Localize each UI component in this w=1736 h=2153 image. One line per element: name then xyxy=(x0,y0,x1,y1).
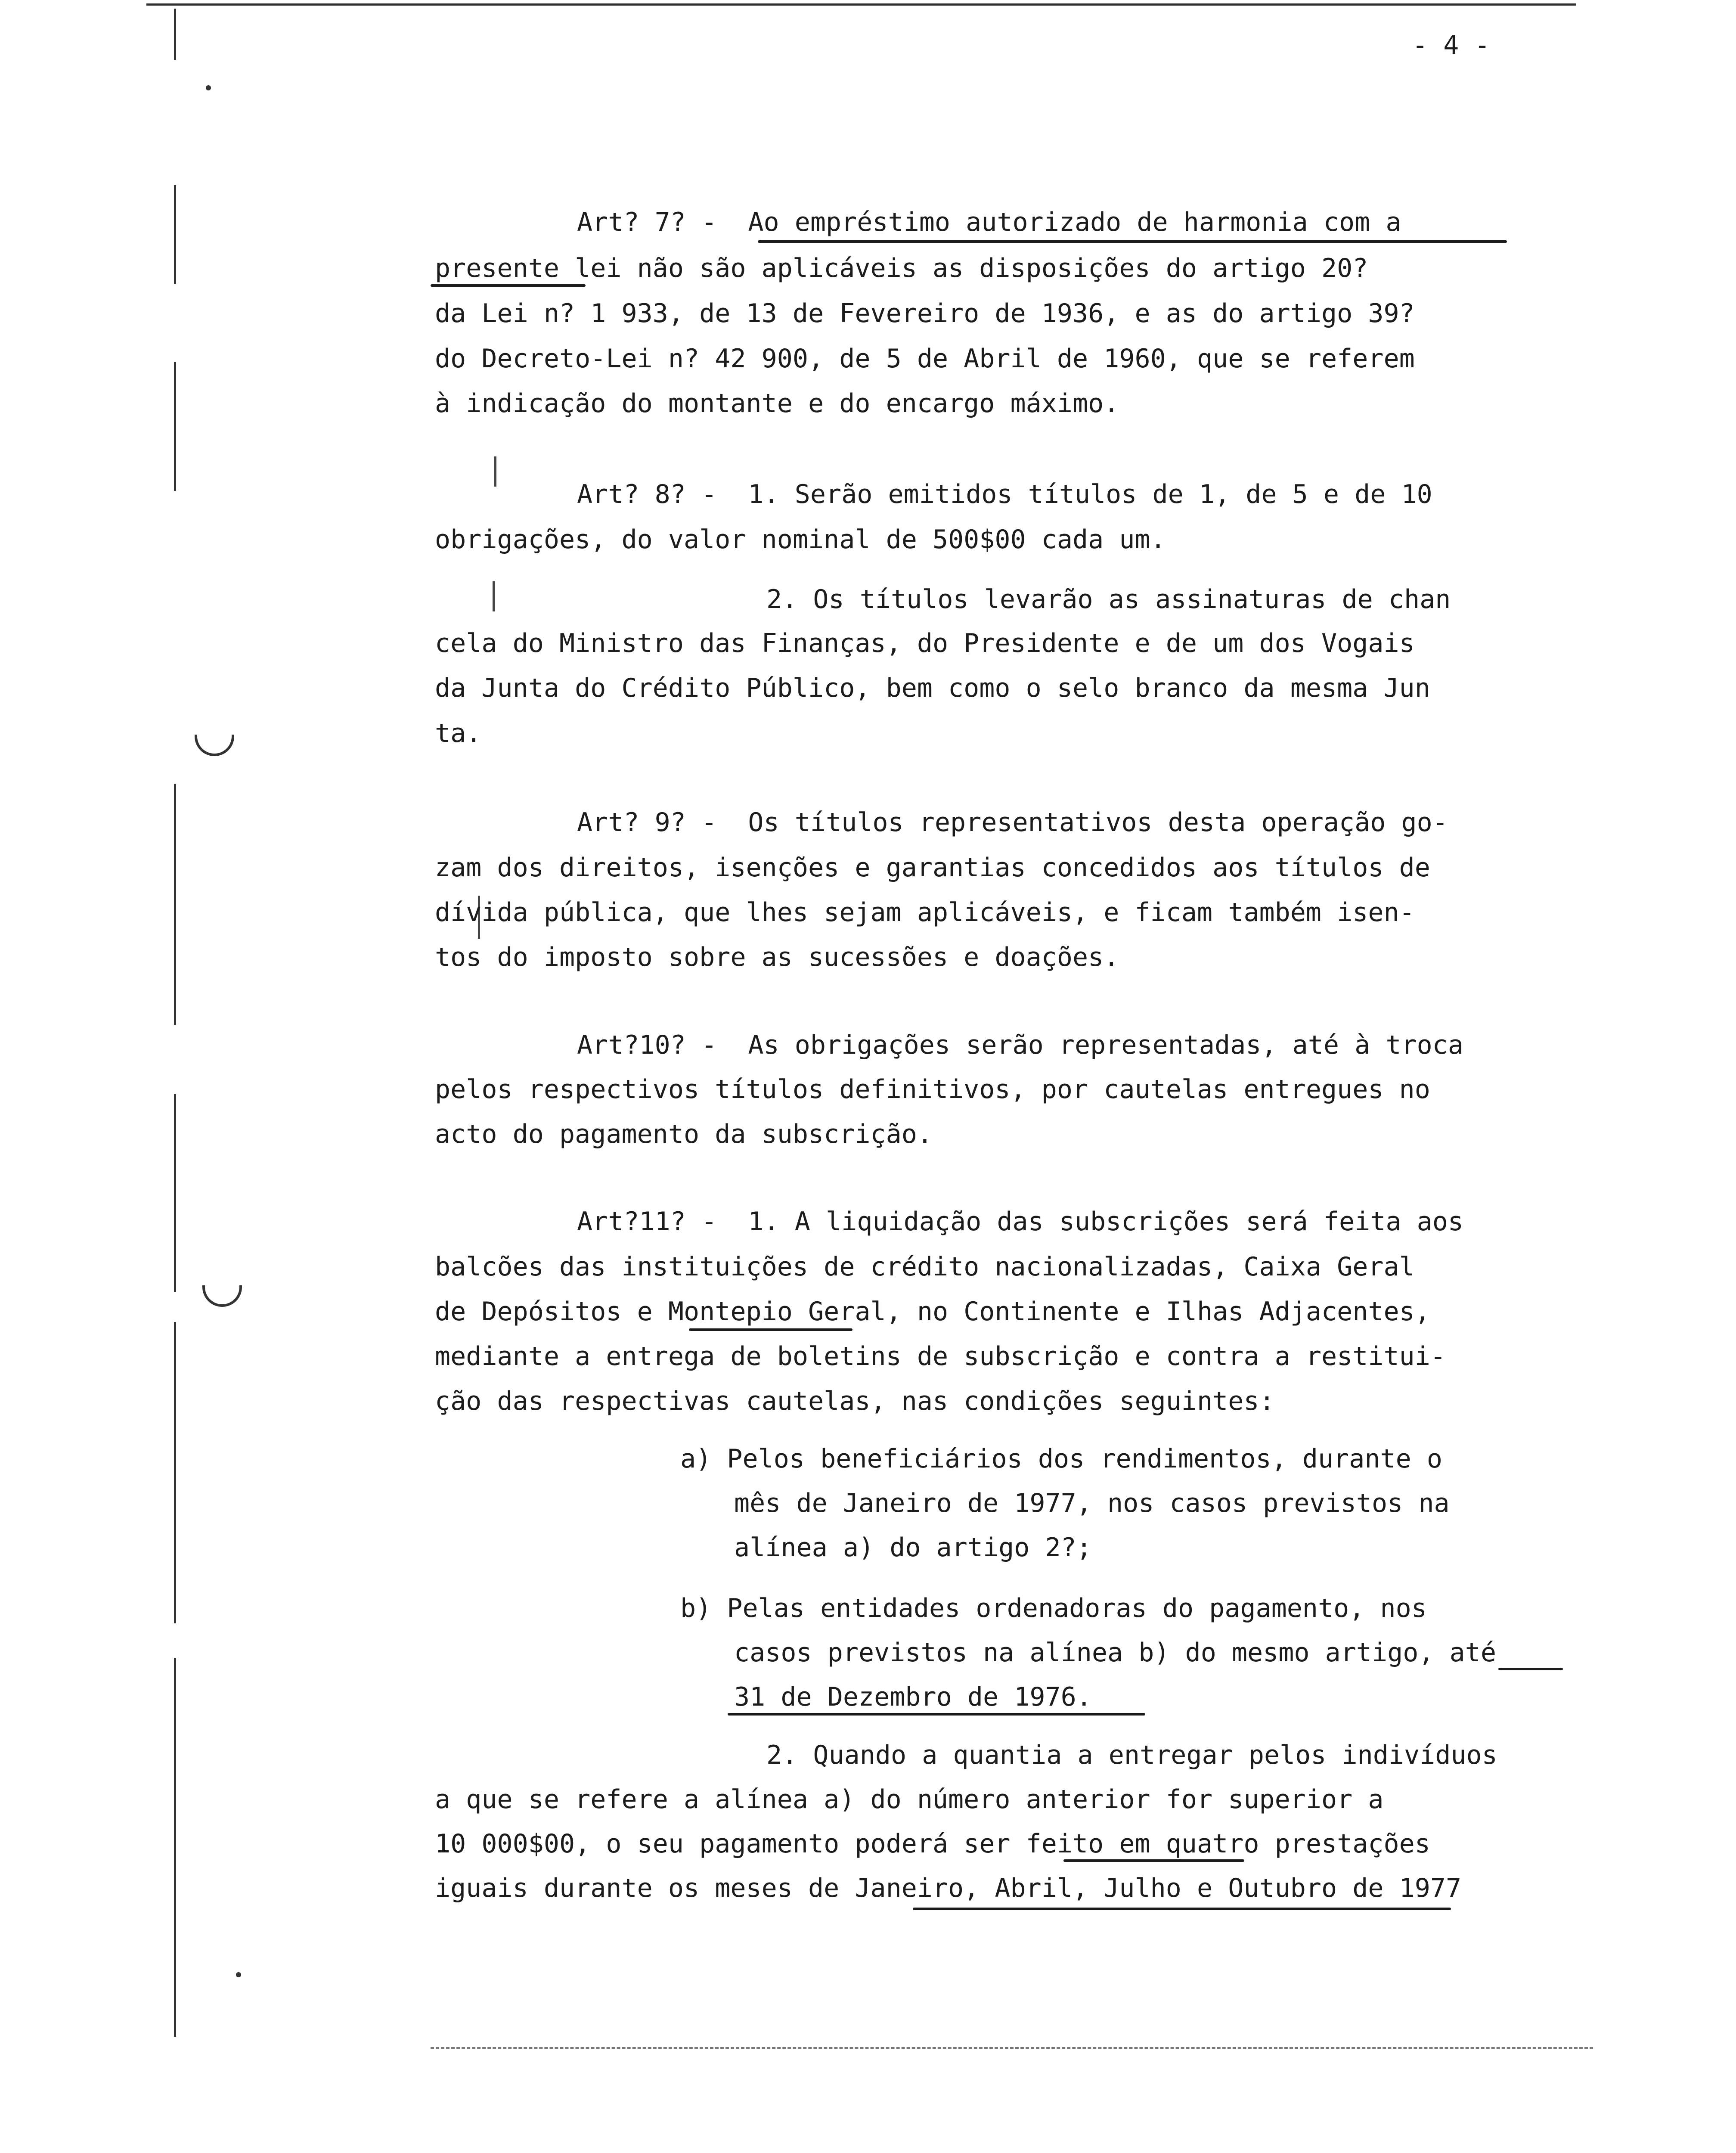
page-number: - 4 - xyxy=(1412,30,1490,60)
handwritten-underline xyxy=(758,240,1507,243)
list-item: a) Pelos beneficiários dos rendimentos, durante o xyxy=(680,1444,1443,1474)
text-line: 2. Os títulos levarão as assinaturas de chan xyxy=(766,584,1451,614)
handwritten-underline xyxy=(1498,1668,1563,1670)
text-line: a que se refere a alínea a) do número anterior for superior a xyxy=(435,1784,1384,1815)
text-line: presente lei não são aplicáveis as disposições do artigo 20? xyxy=(435,253,1368,283)
text-line: pelos respectivos títulos definitivos, por cautelas entregues no xyxy=(435,1074,1430,1104)
margin-mark xyxy=(174,185,176,284)
speck xyxy=(206,85,211,90)
text-line: Art? 7? - Ao empréstimo autorizado de harmonia com a xyxy=(577,207,1401,237)
margin-mark xyxy=(174,9,176,60)
text-line: ta. xyxy=(435,718,482,748)
margin-mark xyxy=(174,1322,176,1623)
text-line: 2. Quando a quantia a entregar pelos indivíduos xyxy=(766,1740,1497,1770)
text-line: iguais durante os meses de Janeiro, Abril, Julho e Outubro de 1977 xyxy=(435,1873,1462,1903)
text-line: alínea a) do artigo 2?; xyxy=(734,1533,1092,1563)
text-line: tos do imposto sobre as sucessões e doações. xyxy=(435,942,1119,972)
text-line: mês de Janeiro de 1977, nos casos previstos na xyxy=(734,1488,1450,1518)
text-line: cela do Ministro das Finanças, do Presidente e de um dos Vogais xyxy=(435,628,1415,658)
text-line: Art? 8? - 1. Serão emitidos títulos de 1, de 5 e de 10 xyxy=(577,479,1432,509)
text-line: do Decreto-Lei n? 42 900, de 5 de Abril de 1960, que se referem xyxy=(435,344,1415,374)
handwritten-underline xyxy=(1063,1859,1244,1862)
top-border xyxy=(146,3,1576,6)
margin-mark xyxy=(174,1658,176,2037)
margin-mark xyxy=(174,784,176,1025)
text-line: da Junta do Crédito Público, bem como o selo branco da mesma Jun xyxy=(435,673,1430,703)
text-line: de Depósitos e Montepio Geral, no Continente e Ilhas Adjacentes, xyxy=(435,1297,1430,1327)
text-line: Art?11? - 1. A liquidação das subscrições será feita aos xyxy=(577,1207,1464,1237)
handwritten-underline xyxy=(913,1908,1451,1910)
text-line: da Lei n? 1 933, de 13 de Fevereiro de 1936, e as do artigo 39? xyxy=(435,298,1415,329)
list-item: b) Pelas entidades ordenadoras do pagamento, nos xyxy=(680,1593,1427,1623)
text-line: acto do pagamento da subscrição. xyxy=(435,1119,933,1149)
text-line: balcões das instituições de crédito nacionalizadas, Caixa Geral xyxy=(435,1252,1415,1282)
margin-mark xyxy=(174,362,176,491)
speck xyxy=(236,1972,241,1977)
punch-hole-mark xyxy=(202,1285,242,1307)
text-line: ção das respectivas cautelas, nas condições seguintes: xyxy=(435,1386,1275,1416)
bottom-dashed-border xyxy=(431,2047,1593,2049)
handwritten-underline xyxy=(431,284,586,287)
text-line: mediante a entrega de boletins de subscrição e contra a restitui- xyxy=(435,1341,1446,1371)
pen-mark xyxy=(494,456,496,487)
text-line: Art? 9? - Os títulos representativos desta operação go- xyxy=(577,807,1448,838)
handwritten-underline xyxy=(728,1713,1145,1716)
margin-mark xyxy=(174,1094,176,1292)
text-line: zam dos direitos, isenções e garantias concedidos aos títulos de xyxy=(435,853,1430,883)
text-line: casos previstos na alínea b) do mesmo artigo, até xyxy=(734,1638,1497,1668)
text-line: dívida pública, que lhes sejam aplicáveis, e ficam também isen- xyxy=(435,897,1415,928)
text-line: Art?10? - As obrigações serão representadas, até à troca xyxy=(577,1030,1464,1060)
pen-mark xyxy=(493,581,495,611)
text-line: obrigações, do valor nominal de 500$00 cada um. xyxy=(435,524,1166,555)
handwritten-underline xyxy=(689,1328,852,1331)
text-line: 10 000$00, o seu pagamento poderá ser feito em quatro prestações xyxy=(435,1829,1430,1859)
text-line: à indicação do montante e do encargo máximo. xyxy=(435,388,1119,419)
punch-hole-mark xyxy=(195,735,234,756)
text-line: 31 de Dezembro de 1976. xyxy=(734,1682,1092,1712)
